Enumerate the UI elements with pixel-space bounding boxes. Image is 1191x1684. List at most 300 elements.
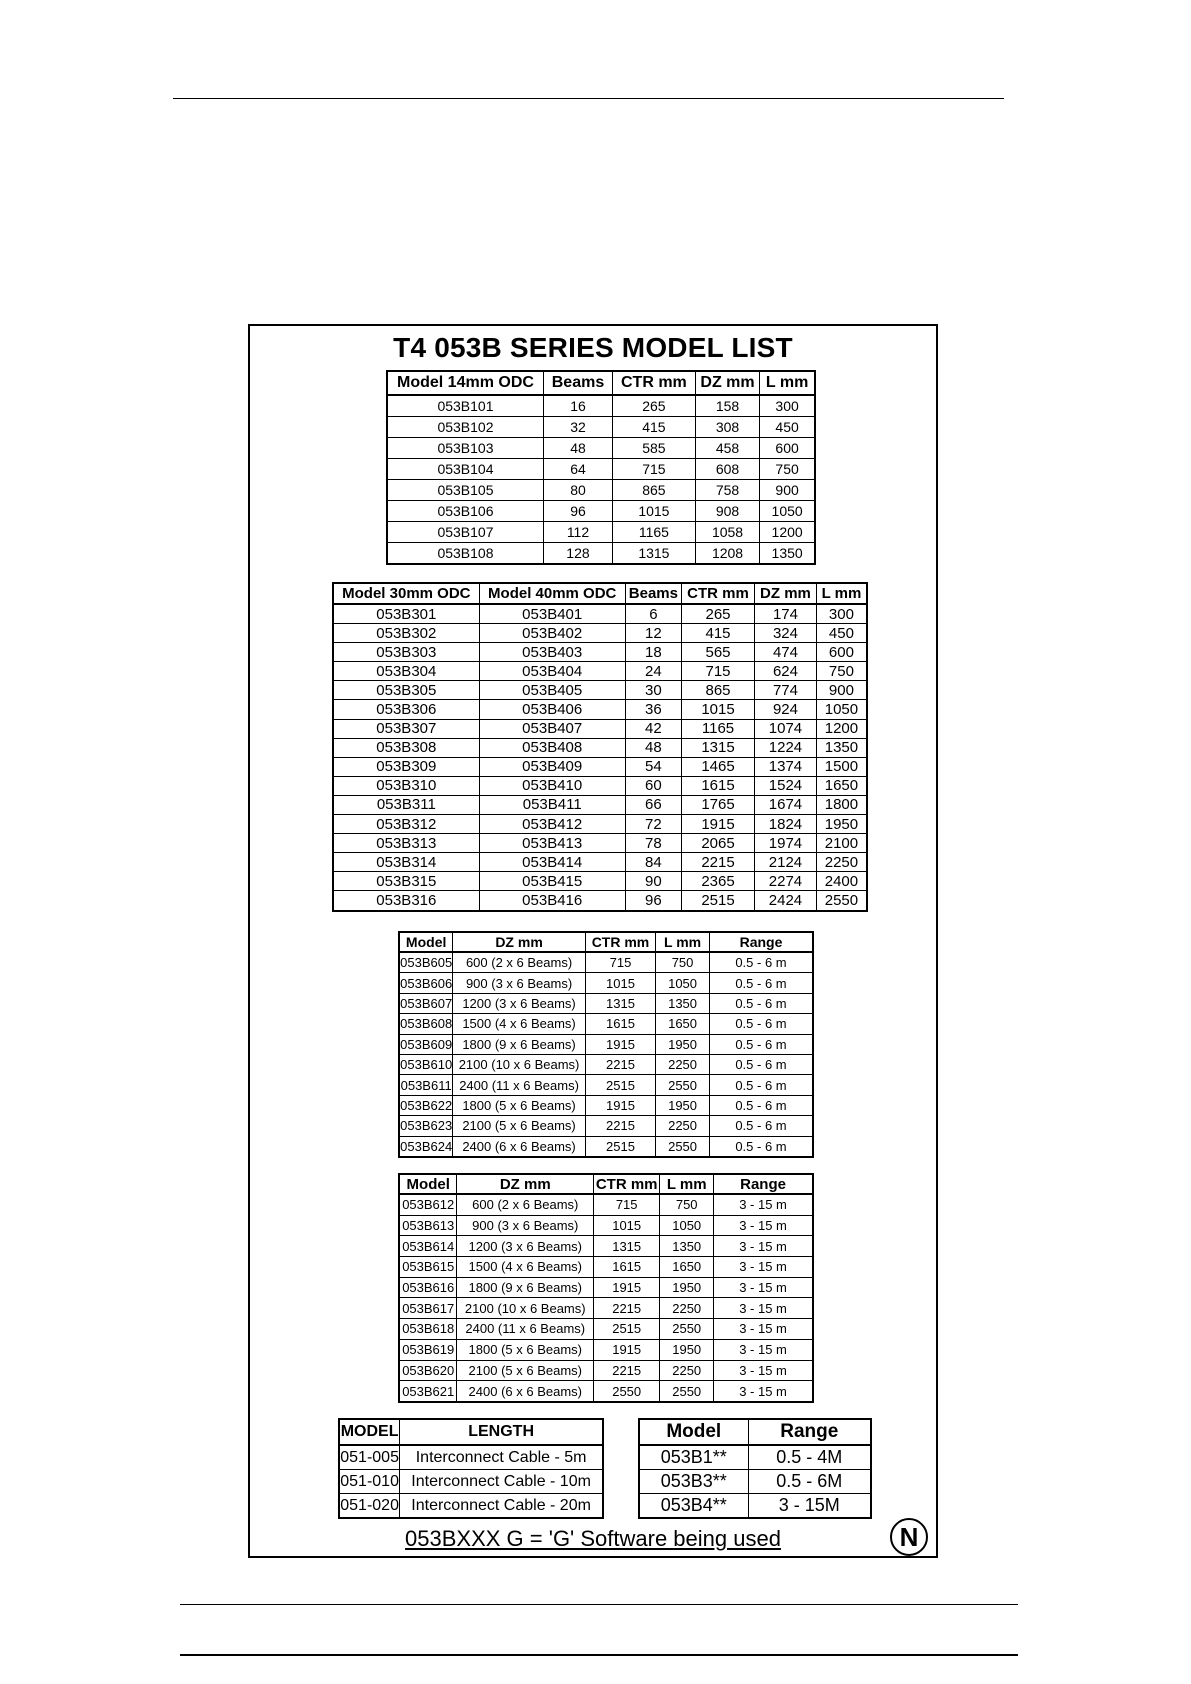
table-cell: 1615 — [594, 1257, 660, 1278]
column-header: Beams — [543, 371, 612, 395]
table-cell: 585 — [612, 438, 695, 459]
table-cell: 051-005 — [339, 1445, 400, 1470]
column-header: Model — [639, 1419, 748, 1445]
table-cell: 474 — [755, 643, 817, 662]
table-row — [339, 1445, 603, 1470]
table-cell: 1074 — [755, 719, 817, 738]
table-header-row — [639, 1419, 871, 1445]
table-cell: 053B103 — [387, 438, 543, 459]
table-cell: 24 — [625, 662, 681, 681]
software-footnote: 053BXXX G = 'G' Software being used — [405, 1526, 781, 1551]
table-cell: 053B1** — [639, 1445, 748, 1470]
table-cell: 0.5 - 6M — [748, 1470, 871, 1494]
table-interconnect-cables — [338, 1418, 604, 1519]
table-cell: 053B619 — [399, 1339, 457, 1360]
table-cell: 1915 — [594, 1339, 660, 1360]
table-cell: 900 — [816, 681, 867, 700]
table-cell: 600 — [816, 643, 867, 662]
table-cell: 308 — [695, 417, 759, 438]
table-cell: 1315 — [585, 993, 655, 1013]
table-cell: 053B104 — [387, 459, 543, 480]
column-header: Beams — [625, 583, 681, 604]
table-cell: 415 — [681, 624, 754, 643]
table-row — [333, 662, 867, 681]
table-cell: 324 — [755, 624, 817, 643]
table-cell: 1800 (9 x 6 Beams) — [453, 1034, 585, 1054]
table-cell: 053B302 — [333, 624, 479, 643]
table-cell: 3 - 15 m — [714, 1194, 813, 1215]
table-cell: 053B607 — [399, 993, 453, 1013]
table-row — [333, 757, 867, 776]
table-cell: 2215 — [585, 1054, 655, 1074]
table-row — [399, 1075, 813, 1095]
table-cell: 1058 — [695, 522, 759, 543]
table-cell: 3 - 15 m — [714, 1215, 813, 1236]
table-row — [399, 1339, 813, 1360]
table-cell: 0.5 - 6 m — [709, 993, 813, 1013]
table-row — [333, 815, 867, 834]
table-cell: 1915 — [594, 1277, 660, 1298]
table-cell: 715 — [612, 459, 695, 480]
table-cell: 2515 — [681, 891, 754, 911]
table-cell: 1615 — [681, 776, 754, 795]
table-cell: 174 — [755, 604, 817, 624]
table-053b600-models — [398, 931, 814, 1158]
table-row — [399, 1054, 813, 1074]
table-cell: 458 — [695, 438, 759, 459]
column-header: LENGTH — [400, 1419, 603, 1445]
table-row — [387, 438, 815, 459]
table-cell: 90 — [625, 872, 681, 891]
table-cell: 2400 (11 x 6 Beams) — [453, 1075, 585, 1095]
column-header: CTR mm — [594, 1174, 660, 1194]
table-cell: 48 — [625, 738, 681, 757]
table-row — [333, 643, 867, 662]
column-header: L mm — [660, 1174, 714, 1194]
table-row — [399, 1194, 813, 1215]
table-cell: 600 (2 x 6 Beams) — [453, 952, 585, 973]
table-cell: 2250 — [816, 853, 867, 872]
table-cell: 2100 (10 x 6 Beams) — [453, 1054, 585, 1074]
table-cell: 54 — [625, 757, 681, 776]
table-cell: 128 — [543, 543, 612, 565]
table-row — [333, 604, 867, 624]
table-row — [399, 993, 813, 1013]
table-row — [399, 1116, 813, 1136]
table-cell: 84 — [625, 853, 681, 872]
table-row — [399, 1014, 813, 1034]
table-cell: 053B108 — [387, 543, 543, 565]
table-cell: Interconnect Cable - 20m — [400, 1494, 603, 1519]
table-cell: 2400 (6 x 6 Beams) — [457, 1381, 594, 1402]
table-cell: 2550 — [660, 1319, 714, 1340]
table-row — [333, 853, 867, 872]
table-cell: 3 - 15 m — [714, 1381, 813, 1402]
table-row — [333, 872, 867, 891]
table-cell: 2065 — [681, 834, 754, 853]
table-cell: 0.5 - 6 m — [709, 1136, 813, 1157]
table-cell: 0.5 - 6 m — [709, 1054, 813, 1074]
table-cell: 1050 — [760, 501, 815, 522]
table-cell: 2365 — [681, 872, 754, 891]
table-cell: 1950 — [816, 815, 867, 834]
table-model-ranges — [638, 1418, 872, 1519]
table-cell: 053B107 — [387, 522, 543, 543]
table-row — [387, 543, 815, 565]
table-cell: 053B106 — [387, 501, 543, 522]
table-cell: 053B408 — [479, 738, 625, 757]
table-cell: 0.5 - 6 m — [709, 1095, 813, 1115]
table-cell: 600 (2 x 6 Beams) — [457, 1194, 594, 1215]
footer-rule-bottom — [180, 1654, 1018, 1656]
table-cell: 1650 — [656, 1014, 710, 1034]
table-cell: 053B315 — [333, 872, 479, 891]
table-cell: 2215 — [585, 1116, 655, 1136]
table-cell: 053B407 — [479, 719, 625, 738]
column-header: Model 30mm ODC — [333, 583, 479, 604]
table-cell: 053B414 — [479, 853, 625, 872]
table-cell: 2250 — [660, 1360, 714, 1381]
table-cell: 053B312 — [333, 815, 479, 834]
table-cell: 1350 — [660, 1236, 714, 1257]
table-cell: 0.5 - 6 m — [709, 952, 813, 973]
table-cell: 053B616 — [399, 1277, 457, 1298]
table-cell: 053B309 — [333, 757, 479, 776]
table-cell: 80 — [543, 480, 612, 501]
table-row — [387, 459, 815, 480]
table-row — [399, 1095, 813, 1115]
table-cell: 2515 — [585, 1075, 655, 1095]
table-cell: 053B620 — [399, 1360, 457, 1381]
table-cell: 1500 (4 x 6 Beams) — [453, 1014, 585, 1034]
column-header: Model — [399, 1174, 457, 1194]
table-cell: 053B314 — [333, 853, 479, 872]
table-cell: 1800 (5 x 6 Beams) — [457, 1339, 594, 1360]
table-row — [387, 417, 815, 438]
table-cell: 1950 — [660, 1339, 714, 1360]
table-cell: 2215 — [594, 1360, 660, 1381]
table-header-row — [339, 1419, 603, 1445]
column-header: Model 14mm ODC — [387, 371, 543, 395]
table-cell: 450 — [816, 624, 867, 643]
table-cell: 3 - 15M — [748, 1494, 871, 1519]
table-cell: 1674 — [755, 795, 817, 814]
table-cell: 053B313 — [333, 834, 479, 853]
table-cell: 715 — [585, 952, 655, 973]
table-cell: 053B306 — [333, 700, 479, 719]
table-cell: 053B612 — [399, 1194, 457, 1215]
table-cell: 2550 — [660, 1381, 714, 1402]
table-cell: 2400 — [816, 872, 867, 891]
table-cell: 1165 — [612, 522, 695, 543]
table-cell: 1800 — [816, 795, 867, 814]
table-cell: 0.5 - 6 m — [709, 1075, 813, 1095]
column-header: Model — [399, 932, 453, 952]
table-cell: 053B402 — [479, 624, 625, 643]
table-cell: 053B409 — [479, 757, 625, 776]
table-cell: 66 — [625, 795, 681, 814]
table-cell: 900 (3 x 6 Beams) — [457, 1215, 594, 1236]
column-header: L mm — [656, 932, 710, 952]
table-cell: 1350 — [816, 738, 867, 757]
table-cell: 750 — [816, 662, 867, 681]
table-row — [399, 1236, 813, 1257]
table-cell: 053B614 — [399, 1236, 457, 1257]
table-14mm-models — [386, 370, 816, 565]
column-header: DZ mm — [755, 583, 817, 604]
table-cell: 6 — [625, 604, 681, 624]
model-list-panel — [248, 324, 938, 1558]
table-row — [333, 681, 867, 700]
table-cell: 1165 — [681, 719, 754, 738]
table-row — [399, 952, 813, 973]
table-cell: 2550 — [816, 891, 867, 911]
table-cell: 053B410 — [479, 776, 625, 795]
table-053b612-models — [398, 1173, 814, 1403]
table-cell: 0.5 - 6 m — [709, 1116, 813, 1136]
table-cell: 1950 — [656, 1095, 710, 1115]
table-cell: 16 — [543, 395, 612, 417]
table-cell: 72 — [625, 815, 681, 834]
table-cell: 053B608 — [399, 1014, 453, 1034]
table-cell: 30 — [625, 681, 681, 700]
table-cell: 053B403 — [479, 643, 625, 662]
table-row — [333, 738, 867, 757]
table-cell: 1015 — [681, 700, 754, 719]
page-title: T4 053B SERIES MODEL LIST — [393, 332, 793, 363]
table-cell: 2100 (5 x 6 Beams) — [453, 1116, 585, 1136]
table-row — [333, 719, 867, 738]
table-cell: 2215 — [681, 853, 754, 872]
table-cell: 60 — [625, 776, 681, 795]
table-cell: 053B406 — [479, 700, 625, 719]
table-cell: 450 — [760, 417, 815, 438]
table-cell: 2424 — [755, 891, 817, 911]
table-cell: 96 — [625, 891, 681, 911]
table-cell: 053B606 — [399, 973, 453, 993]
table-row — [399, 1381, 813, 1402]
table-cell: 053B310 — [333, 776, 479, 795]
table-cell: 1374 — [755, 757, 817, 776]
table-row — [333, 891, 867, 911]
table-cell: 2215 — [594, 1298, 660, 1319]
table-cell: 053B3** — [639, 1470, 748, 1494]
table-header-row — [387, 371, 815, 395]
table-cell: 112 — [543, 522, 612, 543]
column-header: Range — [748, 1419, 871, 1445]
table-cell: 1200 — [816, 719, 867, 738]
table-cell: 158 — [695, 395, 759, 417]
table-cell: 1200 (3 x 6 Beams) — [457, 1236, 594, 1257]
table-cell: 64 — [543, 459, 612, 480]
table-cell: 12 — [625, 624, 681, 643]
table-cell: 715 — [594, 1194, 660, 1215]
table-cell: 1800 (9 x 6 Beams) — [457, 1277, 594, 1298]
table-cell: 1800 (5 x 6 Beams) — [453, 1095, 585, 1115]
table-cell: 053B101 — [387, 395, 543, 417]
table-cell: 0.5 - 6 m — [709, 1014, 813, 1034]
table-cell: 300 — [816, 604, 867, 624]
table-cell: 1950 — [660, 1277, 714, 1298]
table-cell: 415 — [612, 417, 695, 438]
table-cell: 1050 — [656, 973, 710, 993]
column-header: MODEL — [339, 1419, 400, 1445]
table-cell: 3 - 15 m — [714, 1277, 813, 1298]
table-cell: 1615 — [585, 1014, 655, 1034]
column-header: L mm — [760, 371, 815, 395]
table-cell: 300 — [760, 395, 815, 417]
table-cell: 053B305 — [333, 681, 479, 700]
table-row — [639, 1494, 871, 1519]
table-cell: 053B102 — [387, 417, 543, 438]
table-cell: 1208 — [695, 543, 759, 565]
table-cell: 053B316 — [333, 891, 479, 911]
table-cell: 3 - 15 m — [714, 1319, 813, 1340]
table-cell: 053B613 — [399, 1215, 457, 1236]
column-header: CTR mm — [585, 932, 655, 952]
table-cell: 1465 — [681, 757, 754, 776]
table-cell: 051-020 — [339, 1494, 400, 1519]
table-cell: 053B4** — [639, 1494, 748, 1519]
table-cell: 053B605 — [399, 952, 453, 973]
column-header: L mm — [816, 583, 867, 604]
column-header: DZ mm — [695, 371, 759, 395]
table-cell: 053B308 — [333, 738, 479, 757]
table-row — [339, 1470, 603, 1494]
table-cell: 053B623 — [399, 1116, 453, 1136]
table-cell: 1200 (3 x 6 Beams) — [453, 993, 585, 1013]
table-cell: 3 - 15 m — [714, 1236, 813, 1257]
table-cell: 1950 — [656, 1034, 710, 1054]
table-row — [399, 973, 813, 993]
column-header: Range — [714, 1174, 813, 1194]
table-cell: 2274 — [755, 872, 817, 891]
table-cell: 1650 — [816, 776, 867, 795]
table-cell: 053B617 — [399, 1298, 457, 1319]
table-cell: 750 — [656, 952, 710, 973]
column-header: CTR mm — [612, 371, 695, 395]
table-cell: 1974 — [755, 834, 817, 853]
table-cell: 1350 — [760, 543, 815, 565]
table-cell: 1350 — [656, 993, 710, 1013]
table-row — [333, 834, 867, 853]
table-cell: 1015 — [585, 973, 655, 993]
table-cell: 608 — [695, 459, 759, 480]
table-cell: 2550 — [656, 1075, 710, 1095]
table-cell: 750 — [660, 1194, 714, 1215]
table-cell: 2515 — [594, 1319, 660, 1340]
table-cell: 565 — [681, 643, 754, 662]
table-cell: 900 (3 x 6 Beams) — [453, 973, 585, 993]
table-cell: 2400 (6 x 6 Beams) — [453, 1136, 585, 1157]
table-row — [387, 501, 815, 522]
table-header-row — [399, 1174, 813, 1194]
column-header: Model 40mm ODC — [479, 583, 625, 604]
table-cell: 053B105 — [387, 480, 543, 501]
table-cell: 265 — [612, 395, 695, 417]
table-cell: 78 — [625, 834, 681, 853]
column-header: Range — [709, 932, 813, 952]
table-cell: 2400 (11 x 6 Beams) — [457, 1319, 594, 1340]
table-cell: 750 — [760, 459, 815, 480]
table-cell: 2550 — [656, 1136, 710, 1157]
table-cell: 053B610 — [399, 1054, 453, 1074]
table-cell: 0.5 - 6 m — [709, 1034, 813, 1054]
table-cell: 3 - 15 m — [714, 1360, 813, 1381]
table-row — [333, 795, 867, 814]
table-cell: 1765 — [681, 795, 754, 814]
table-cell: 053B413 — [479, 834, 625, 853]
table-cell: 1315 — [594, 1236, 660, 1257]
table-cell: 3 - 15 m — [714, 1339, 813, 1360]
table-row — [339, 1494, 603, 1519]
table-cell: 1824 — [755, 815, 817, 834]
table-cell: 924 — [755, 700, 817, 719]
table-cell: 053B615 — [399, 1257, 457, 1278]
table-cell: 053B415 — [479, 872, 625, 891]
table-cell: 1915 — [585, 1034, 655, 1054]
table-row — [399, 1319, 813, 1340]
table-cell: 1224 — [755, 738, 817, 757]
table-cell: 2250 — [656, 1116, 710, 1136]
table-cell: 053B303 — [333, 643, 479, 662]
table-cell: 1050 — [660, 1215, 714, 1236]
table-row — [333, 700, 867, 719]
table-row — [387, 395, 815, 417]
table-cell: 053B311 — [333, 795, 479, 814]
table-cell: 2100 (5 x 6 Beams) — [457, 1360, 594, 1381]
table-cell: 053B405 — [479, 681, 625, 700]
table-cell: 2100 — [816, 834, 867, 853]
table-cell: 1500 (4 x 6 Beams) — [457, 1257, 594, 1278]
table-row — [399, 1136, 813, 1157]
table-row — [399, 1034, 813, 1054]
table-row — [399, 1277, 813, 1298]
column-header: CTR mm — [681, 583, 754, 604]
table-cell: 36 — [625, 700, 681, 719]
table-cell: 1915 — [681, 815, 754, 834]
table-cell: 1315 — [681, 738, 754, 757]
table-cell: 053B401 — [479, 604, 625, 624]
table-cell: 053B307 — [333, 719, 479, 738]
table-cell: 053B304 — [333, 662, 479, 681]
table-cell: Interconnect Cable - 10m — [400, 1470, 603, 1494]
table-cell: 265 — [681, 604, 754, 624]
column-header: DZ mm — [457, 1174, 594, 1194]
table-cell: 1500 — [816, 757, 867, 776]
table-30-40mm-models — [332, 582, 868, 912]
table-cell: 2515 — [585, 1136, 655, 1157]
table-row — [399, 1298, 813, 1319]
table-cell: 18 — [625, 643, 681, 662]
table-cell: 865 — [681, 681, 754, 700]
table-cell: 053B411 — [479, 795, 625, 814]
table-row — [387, 480, 815, 501]
table-cell: 2250 — [656, 1054, 710, 1074]
table-header-row — [399, 932, 813, 952]
table-cell: Interconnect Cable - 5m — [400, 1445, 603, 1470]
table-cell: 48 — [543, 438, 612, 459]
table-cell: 1200 — [760, 522, 815, 543]
table-cell: 0.5 - 6 m — [709, 973, 813, 993]
table-cell: 053B622 — [399, 1095, 453, 1115]
table-cell: 2550 — [594, 1381, 660, 1402]
n-mark-icon: N — [890, 1518, 928, 1556]
table-row — [399, 1360, 813, 1381]
table-row — [399, 1215, 813, 1236]
table-cell: 1050 — [816, 700, 867, 719]
table-cell: 1315 — [612, 543, 695, 565]
